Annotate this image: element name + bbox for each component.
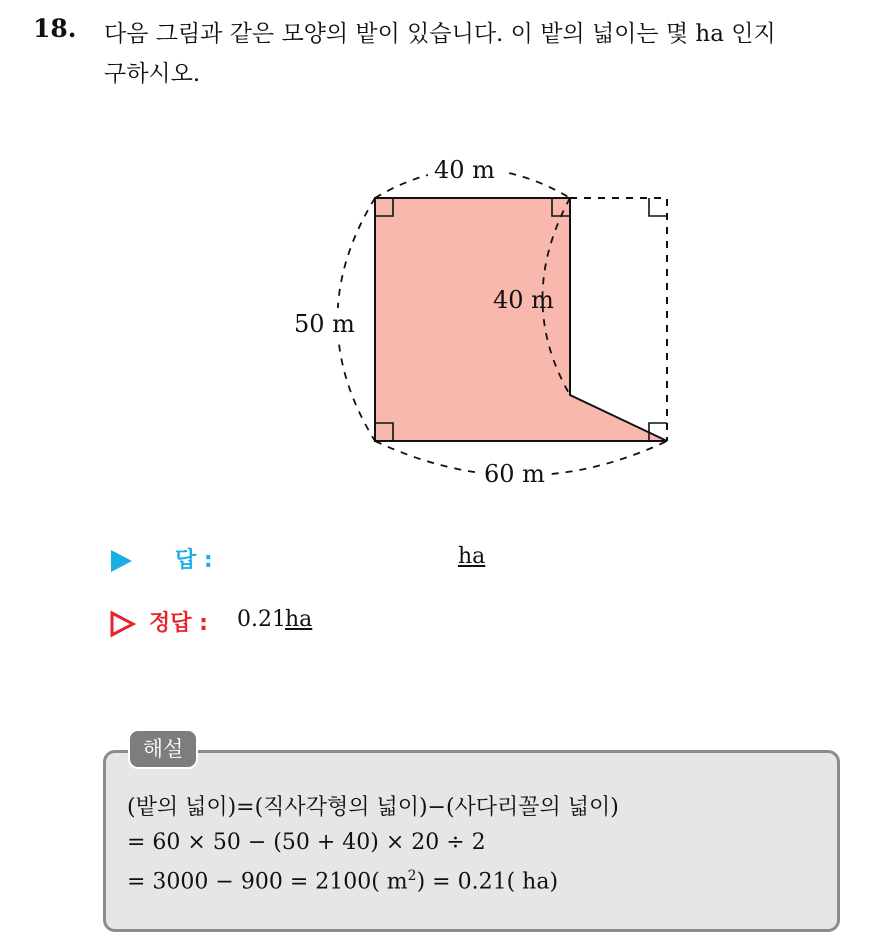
label-inner-length: 40 m [493, 286, 554, 314]
label-left-length: 50 m [294, 310, 355, 338]
question-line-2: 구하시오. [104, 61, 201, 87]
explanation-line-3 [127, 868, 558, 894]
explanation-line-3-suffix: ) = 0.21( ha) [416, 869, 559, 895]
explanation-tab: 해설 [128, 729, 198, 769]
field-shape [375, 198, 667, 441]
explanation-line-2: = 60 × 50 − (50 + 40) × 20 ÷ 2 [127, 830, 486, 855]
correct-answer-row [108, 606, 208, 636]
explanation-line-1: (밭의 넓이)=(직사각형의 넓이)−(사다리꼴의 넓이) [127, 795, 619, 820]
right-angle-mark-top-right [649, 198, 667, 216]
correct-answer-label: 정답 : [149, 611, 208, 636]
correct-answer-value: 0.21 [237, 607, 286, 632]
answer-row [108, 543, 213, 573]
label-top-length: 40 m [434, 156, 495, 184]
question-number: 18. [33, 14, 77, 43]
label-bottom-length: 60 m [484, 460, 545, 488]
answer-unit: ha [458, 544, 486, 569]
explanation-line-3-sup: 2 [407, 868, 417, 884]
explanation-line-3-prefix: = 3000 − 900 = 2100( m [127, 869, 408, 895]
outline-triangle-icon [108, 610, 136, 638]
question-line-1: 다음 그림과 같은 모양의 밭이 있습니다. 이 밭의 넓이는 몇 ha 인지 [104, 21, 776, 47]
correct-answer-unit: ha [285, 607, 313, 632]
answer-label: 답 : [175, 548, 213, 573]
play-triangle-icon [108, 548, 134, 574]
